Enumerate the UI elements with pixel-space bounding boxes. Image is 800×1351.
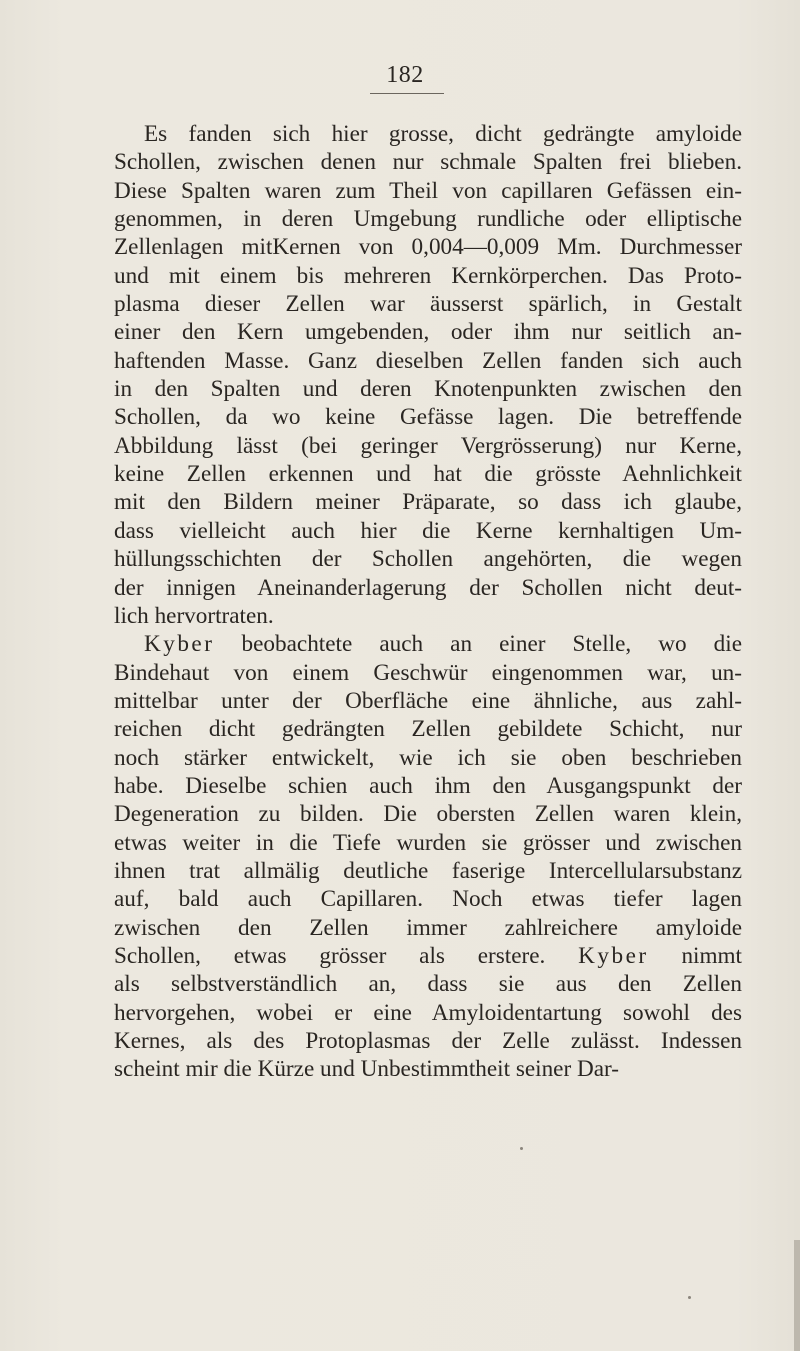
text-line: mit den Bildern meiner Präparate, so dass ich glaube,	[114, 489, 742, 516]
text-line: dass vielleicht auch hier die Kerne kernhaltigen Um-	[114, 517, 742, 544]
text-line: und mit einem bis mehreren Kernkörperchen. Das Proto-	[114, 262, 742, 289]
text-line: Diese Spalten waren zum Theil von capillaren Gefässen ein-	[114, 177, 742, 204]
text-line: Kernes, als des Protoplasmas der Zelle zulässt. Indessen	[114, 1028, 742, 1054]
text-line: scheint mir die Kürze und Unbestimmtheit seiner Dar-	[114, 1056, 620, 1083]
author-name: Kyber	[578, 942, 649, 969]
text-line: einer den Kern umgebenden, oder ihm nur seitlich an-	[114, 319, 742, 346]
text-line: Bindehaut von einem Geschwür eingenommen war, un-	[114, 659, 742, 686]
text-line: der innigen Aneinanderlagerung der Schollen nicht deut-	[114, 574, 742, 601]
text-line: genommen, in deren Umgebung rundliche oder elliptische	[114, 206, 742, 233]
text-line-end: nimmt	[681, 942, 743, 969]
text-line: ihnen trat allmälig deutliche faserige Intercellularsubstanz	[114, 857, 742, 884]
body-text	[114, 120, 742, 1084]
text-line: Schollen, da wo keine Gefässe lagen. Die betreffende	[114, 404, 742, 431]
text-line: reichen dicht gedrängten Zellen gebildete Schicht, nur	[114, 716, 742, 743]
text-line: Degeneration zu bilden. Die obersten Zellen waren klein,	[114, 801, 742, 828]
text-line-with-author	[114, 942, 742, 970]
text-line: haftenden Masse. Ganz dieselben Zellen fanden sich auch	[114, 347, 742, 374]
text-line: auf, bald auch Capillaren. Noch etwas tiefer lagen	[114, 886, 742, 913]
text-line: habe. Dieselbe schien auch ihm den Ausgangspunkt der	[114, 772, 742, 799]
text-line: als selbstverständlich an, dass sie aus den Zellen	[114, 971, 742, 998]
author-name: Kyber	[144, 631, 215, 658]
paper-speck	[520, 1147, 523, 1150]
text-line: Schollen, zwischen denen nur schmale Spalten frei blieben.	[114, 149, 742, 176]
text-line: Es fanden sich hier grosse, dicht gedrängte amyloide	[144, 121, 742, 147]
text-line-with-author	[114, 630, 742, 658]
text-line: hüllungsschichten der Schollen angehörten, die wegen	[114, 546, 742, 573]
page-number-rule	[370, 93, 444, 94]
text-line: Zellenlagen mitKernen von 0,004—0,009 Mm. Durchmesser	[114, 234, 742, 261]
text-line: in den Spalten und deren Knotenpunkten zwischen den	[114, 376, 742, 403]
text-line: hervorgehen, wobei er eine Amyloidentartung sowohl des	[114, 999, 742, 1026]
text-line-start: Schollen, etwas grösser als erstere.	[114, 942, 546, 969]
text-line: keine Zellen erkennen und hat die grösste Aehnlichkeit	[114, 461, 742, 488]
text-line: mittelbar unter der Oberfläche eine ähnliche, aus zahl-	[114, 687, 742, 714]
paper-speck	[688, 1296, 691, 1299]
page-number: 182	[386, 62, 424, 88]
text-line: plasma dieser Zellen war äusserst spärlich, in Gestalt	[114, 291, 742, 318]
text-line: lich hervortraten.	[114, 602, 274, 629]
text-line: zwischen den Zellen immer zahlreichere amyloide	[114, 914, 742, 941]
text-line-rest: beobachtete auch an einer Stelle, wo die	[241, 631, 742, 658]
page-edge-shadow	[794, 1240, 800, 1351]
text-line: noch stärker entwickelt, wie ich sie oben beschrieben	[114, 744, 742, 771]
text-line: Abbildung lässt (bei geringer Vergrösserung) nur Kerne,	[114, 432, 742, 459]
text-line: etwas weiter in die Tiefe wurden sie grösser und zwischen	[114, 829, 742, 856]
